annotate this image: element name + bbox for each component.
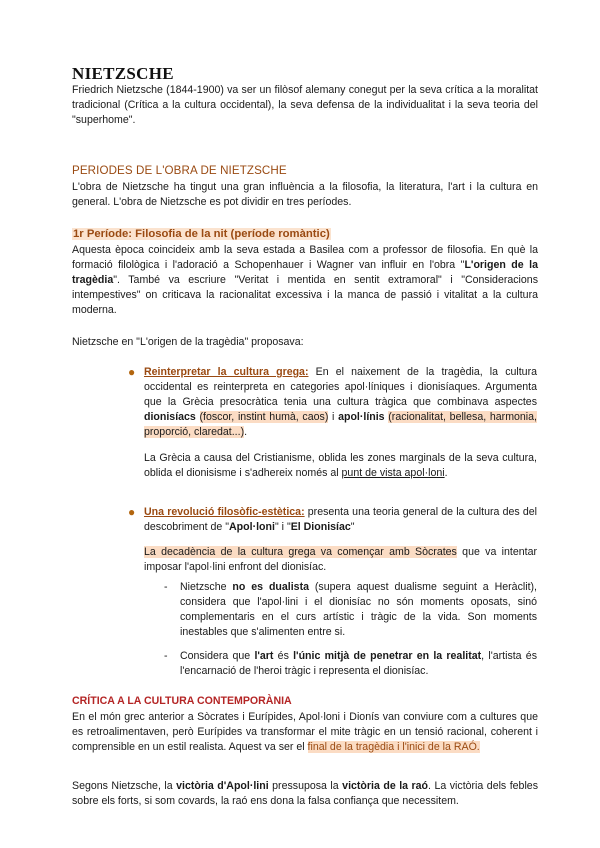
period1-paragraph xyxy=(72,243,538,318)
periods-paragraph: L'obra de Nietzsche ha tingut una gran influència a la filosofia, la literatura, l'art i la cultura en general. L'obra de Nietzsche es pot dividir en tres períodes. xyxy=(72,181,538,208)
bullet1-text-5: . xyxy=(244,426,248,438)
bullet2-second-paragraph xyxy=(144,545,537,575)
bullet-icon: ● xyxy=(128,505,136,519)
bullet1-text-1: En el naixement de la tragèdia, la cultura occidental es reinterpreta en categories apol·líniques i dionisíaques. Argumenta que la Grècia presocràtica tenia una cultura tràgica que combinava aspectes xyxy=(144,366,537,408)
bullet1-paragraph xyxy=(144,365,537,440)
bullet1-p2-underlined: punt de vista apol·loni xyxy=(341,467,445,479)
critica-text-4: . La victòria dels febles sobre els forts, si som covards, la raó ens dona la falsa confiança que necessitem. xyxy=(72,780,538,807)
intro-paragraph: Friedrich Nietzsche (1844-1900) va ser un filòsof alemany conegut per la seva crítica a la moralitat tradicional (Crítica a la cultura occidental), la seva defensa de la individualitat i la seva teoria del "superhome". xyxy=(72,84,538,126)
bullet2-word-dionisiac: El Dionisíac xyxy=(290,521,351,533)
sub1-a: Nietzsche xyxy=(180,581,233,593)
bullet1-highlight-2: (racionalitat, bellesa, harmonia, proporció, claredat...) xyxy=(144,411,537,438)
page-title: NIETZSCHE xyxy=(72,64,174,83)
bullet2-label: Una revolució filosòfic-estètica: xyxy=(144,506,305,518)
sub2-a: Considera que xyxy=(180,650,255,662)
sub2-bold-1: l'art xyxy=(254,650,274,662)
critica-paragraph-1 xyxy=(72,710,538,755)
sub2-c: és xyxy=(273,650,294,662)
critica-heading: CRÍTICA A LA CULTURA CONTEMPORÀNIA xyxy=(72,695,292,707)
bullet2-p2-rest: que va intentar imposar l'apol·lini enfront del dionisíac. xyxy=(144,546,538,573)
dash-marker: - xyxy=(164,650,168,662)
critica-text-2: Segons Nietzsche, la xyxy=(72,780,177,792)
proposal-line: Nietzsche en "L'origen de la tragèdia" proposava: xyxy=(72,336,304,348)
bullet2-word-apolloni: Apol·loni xyxy=(229,521,275,533)
critica-bold-1: victòria d'Apol·lini xyxy=(176,780,269,792)
bullet1-word-apollinis: apol·línis xyxy=(338,411,385,423)
bullet1-p2-c: . xyxy=(444,467,448,479)
dash-marker: - xyxy=(164,581,168,593)
p1-text-c: ". També va escriure "Veritat i mentida en sentit extramoral" i "Consideracions intempestives" on criticava la racionalitat excessiva i la manca de passió i vitalitat a la cultura moderna. xyxy=(72,274,538,316)
sub-point-1 xyxy=(180,580,537,640)
bullet-icon: ● xyxy=(128,365,136,379)
bullet1-word-dionisiacs: dionisíacs xyxy=(144,411,196,423)
periods-heading: PERIODES DE L'OBRA DE NIETZSCHE xyxy=(72,164,287,177)
sub2-e: , l'artista és l'encarnació de l'heroi tràgic i representa el dionisíac. xyxy=(180,650,537,677)
critica-bold-2: victòria de la raó xyxy=(342,780,429,792)
critica-highlight: final de la tragèdia i l'inici de la RAÓ. xyxy=(307,741,480,753)
sub-point-2 xyxy=(180,649,537,679)
bullet1-text-3: i xyxy=(328,411,339,423)
bullet1-second-paragraph xyxy=(144,451,537,481)
bullet2-text-3: " xyxy=(350,521,355,533)
sub1-c: (supera aquest dualisme seguint a Heràclit), considera que l'apol·lini i el dionisíac no són moments oposats, sinó complementaris en el curs artístic i tràgic de la vida. Son moments inestables que s'alimenten entre si. xyxy=(180,581,537,638)
bullet2-paragraph xyxy=(144,505,537,535)
bullet2-highlight: La decadència de la cultura grega va començar amb Sòcrates xyxy=(144,546,457,558)
bullet1-label: Reinterpretar la cultura grega: xyxy=(144,366,309,378)
critica-text-3: pressuposa la xyxy=(268,780,343,792)
period1-heading: 1r Període: Filosofia de la nit (període romàntic) xyxy=(73,228,330,240)
p1-book-title: L'origen de la tragèdia xyxy=(72,259,538,286)
p1-text-a: Aquesta època coincideix amb la seva estada a Basilea com a professor de filosofia. En què la formació filològica i l'adoració a Schopenhauer i Wagner van influir en l'obra " xyxy=(72,244,538,271)
bullet1-p2-a: La Grècia a causa del Cristianisme, oblida les zones marginals de la seva cultura, oblida el dionisisme i s'adhereix només al xyxy=(144,452,537,479)
bullet2-text-1: presenta una teoria general de la cultura des del descobriment de " xyxy=(144,506,537,533)
critica-paragraph-2 xyxy=(72,779,538,809)
sub2-bold-2: l'únic mitjà de penetrar en la realitat xyxy=(293,650,482,662)
bullet2-text-2: " i " xyxy=(274,521,291,533)
bullet1-highlight-1: (foscor, instint humà, caos) xyxy=(199,411,329,423)
sub1-bold: no es dualista xyxy=(232,581,309,593)
critica-text-1: En el món grec anterior a Sòcrates i Eurípides, Apol·loni i Dionís van conviure com a cultures que es retroalimentaven, però Eurípides va transformar el mite tràgic en un tensió racional, coherent i comprensible en un estil realista. Aquest va ser el xyxy=(72,711,538,753)
